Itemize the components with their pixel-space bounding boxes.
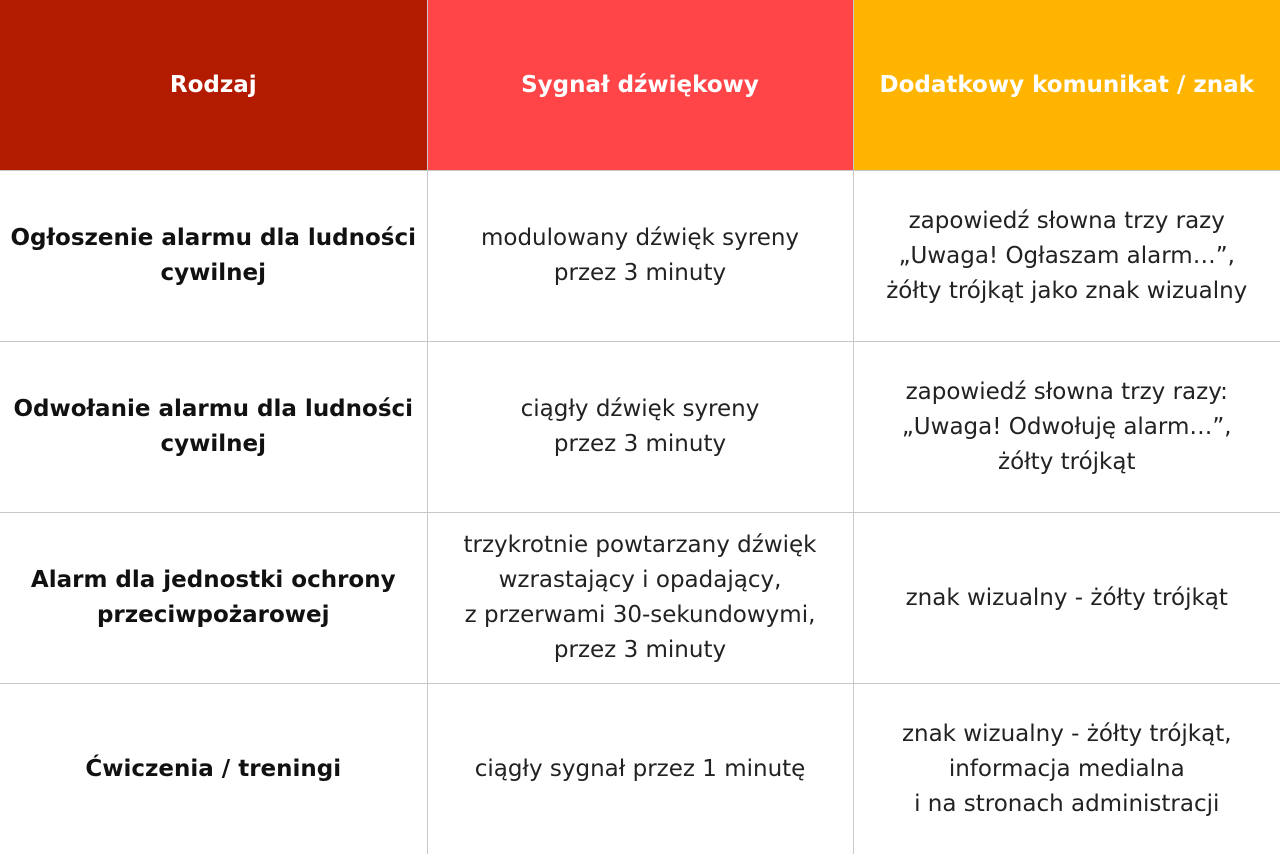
row-kind: Alarm dla jednostki ochrony przeciwpożarowej	[0, 513, 427, 684]
row-signal: modulowany dźwięk syreny przez 3 minuty	[427, 171, 853, 342]
header-sound-signal: Sygnał dźwiękowy	[427, 0, 853, 171]
row-kind: Ogłoszenie alarmu dla ludności cywilnej	[0, 171, 427, 342]
table-row	[0, 684, 1280, 854]
row-signal: ciągły sygnał przez 1 minutę	[427, 684, 853, 854]
row-signal: trzykrotnie powtarzany dźwięk wzrastający i opadający, z przerwami 30-sekundowymi, przez 3 minuty	[427, 513, 853, 684]
table-row	[0, 171, 1280, 342]
row-kind: Ćwiczenia / treningi	[0, 684, 427, 854]
row-extra: zapowiedź słowna trzy razy „Uwaga! Ogłaszam alarm…”, żółty trójkąt jako znak wizualny	[853, 171, 1280, 342]
row-extra: znak wizualny - żółty trójkąt	[853, 513, 1280, 684]
table-row	[0, 342, 1280, 513]
header-kind: Rodzaj	[0, 0, 427, 171]
header-additional-message: Dodatkowy komunikat / znak	[853, 0, 1280, 171]
row-extra: znak wizualny - żółty trójkąt, informacja medialna i na stronach administracji	[853, 684, 1280, 854]
row-kind: Odwołanie alarmu dla ludności cywilnej	[0, 342, 427, 513]
table-header-row	[0, 0, 1280, 171]
row-extra: zapowiedź słowna trzy razy: „Uwaga! Odwołuję alarm…”, żółty trójkąt	[853, 342, 1280, 513]
row-signal: ciągły dźwięk syreny przez 3 minuty	[427, 342, 853, 513]
table-row	[0, 513, 1280, 684]
